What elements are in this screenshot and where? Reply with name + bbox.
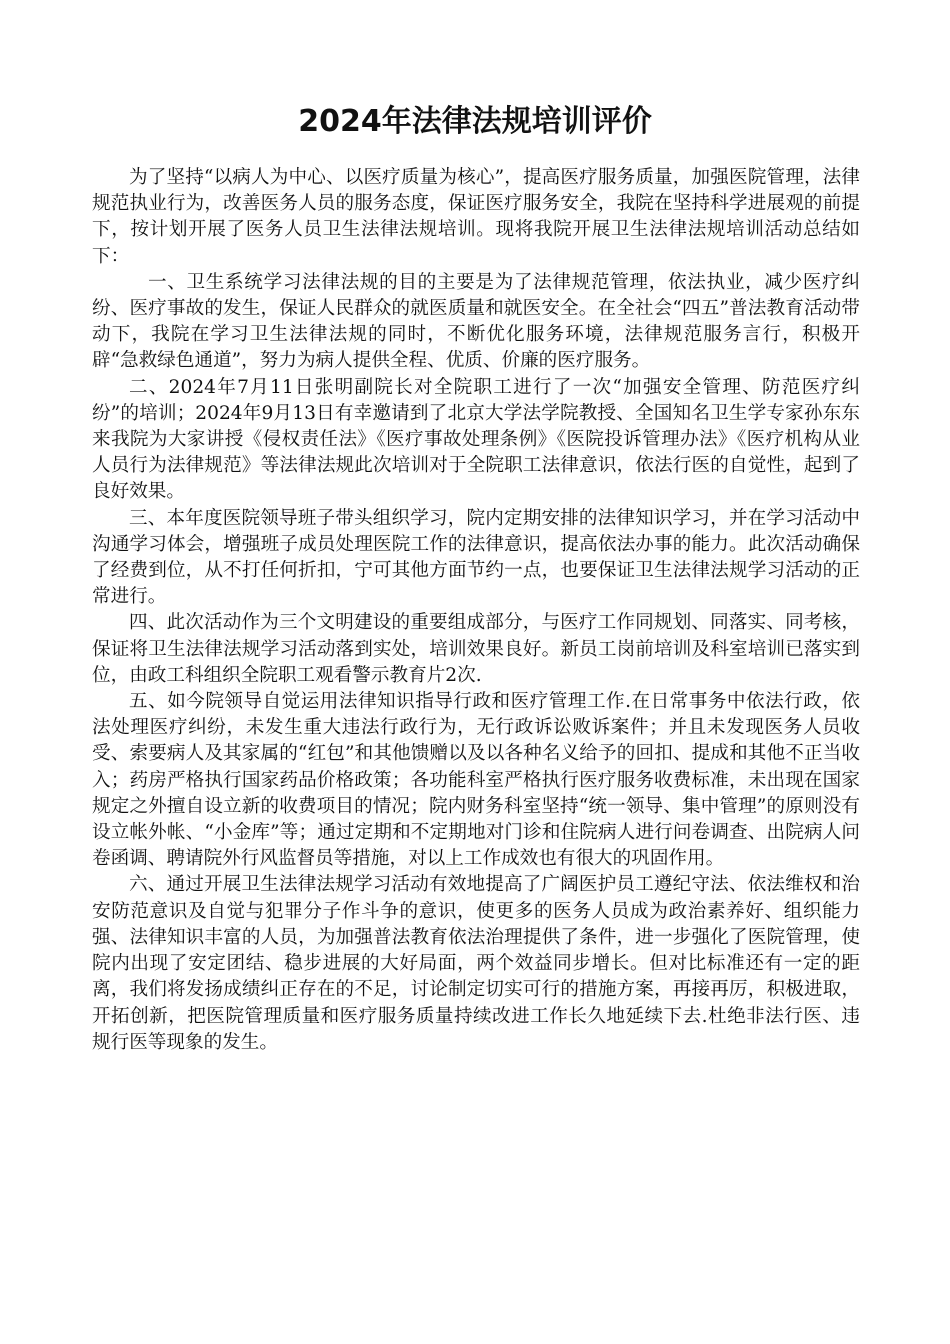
section-2-paragraph: 二、2024年7月11日张明副院长对全院职工进行了一次“加强安全管理、防范医疗纠纷”的培训；2024年9月13日有幸邀请到了北京大学法学院教授、全国知名卫生学专家孙东东来我院为大家讲授《侵权责任法》《医疗事故处理条例》《医院投诉管理办法》《医疗机构从业人员行为法律规范》等法律法规此次培训对于全院职工法律意识，依法行医的自觉性，起到了良好效果。 — [92, 376, 860, 503]
section-3-paragraph: 三、本年度医院领导班子带头组织学习，院内定期安排的法律知识学习，并在学习活动中沟通学习体会，增强班子成员处理医院工作的法律意识，提高依法办事的能力。此次活动确保了经费到位，从不打任何折扣，宁可其他方面节约一点，也要保证卫生法律法规学习活动的正常进行。 — [92, 507, 860, 608]
section-4-paragraph: 四、此次活动作为三个文明建设的重要组成部分，与医疗工作同规划、同落实、同考核，保证将卫生法律法规学习活动落到实处，培训效果良好。新员工岗前培训及科室培训已落实到位，由政工科组织全院职工观看警示教育片2次. — [92, 612, 860, 686]
document-body — [92, 165, 860, 1056]
section-6-paragraph: 六、通过开展卫生法律法规学习活动有效地提高了广阔医护员工遵纪守法、依法维权和治安防范意识及自觉与犯罪分子作斗争的意识，使更多的医务人员成为政治素养好、组织能力强、法律知识丰富的人员，为加强普法教育依法治理提供了条件，进一步强化了医院管理，使院内出现了安定团结、稳步进展的大好局面，两个效益同步增长。但对比标准还有一定的距离，我们将发扬成绩纠正存在的不足，讨论制定切实可行的措施方案，再接再厉，积极进取，开拓创新，把医院管理质量和医疗服务质量持续改进工作长久地延续下去.杜绝非法行医、违规行医等现象的发生。 — [92, 874, 860, 1053]
section-1-paragraph: 一、卫生系统学习法律法规的目的主要是为了法律规范管理，依法执业，减少医疗纠纷、医疗事故的发生，保证人民群众的就医质量和就医安全。在全社会“四五”普法教育活动带动下，我院在学习卫生法律法规的同时，不断优化服务环境，法律规范服务言行，积极开辟“急救绿色通道”，努力为病人提供全程、优质、价廉的医疗服务。 — [92, 271, 860, 372]
intro-paragraph: 为了坚持“以病人为中心、以医疗质量为核心”，提高医疗服务质量，加强医院管理，法律规范执业行为，改善医务人员的服务态度，保证医疗服务安全，我院在坚持科学进展观的前提下，按计划开展了医务人员卫生法律法规培训。现将我院开展卫生法律法规培训活动总结如下： — [92, 167, 860, 267]
section-5-paragraph: 五、如今院领导自觉运用法律知识指导行政和医疗管理工作.在日常事务中依法行政，依法处理医疗纠纷，未发生重大违法行政行为，无行政诉讼败诉案件；并且未发现医务人员收受、索要病人及其家属的“红包”和其他馈赠以及以各种名义给予的回扣、提成和其他不正当收入；药房严格执行国家药品价格政策；各功能科室严格执行医疗服务收费标准，未出现在国家规定之外擅自设立新的收费项目的情况；院内财务科室坚持“统一领导、集中管理”的原则没有设立帐外帐、“小金库”等；通过定期和不定期地对门诊和住院病人进行问卷调查、出院病人问卷函调、聘请院外行风监督员等措施，对以上工作成效也有很大的巩固作用。 — [92, 691, 860, 870]
document-title: 2024年法律法规培训评价 — [298, 104, 652, 139]
